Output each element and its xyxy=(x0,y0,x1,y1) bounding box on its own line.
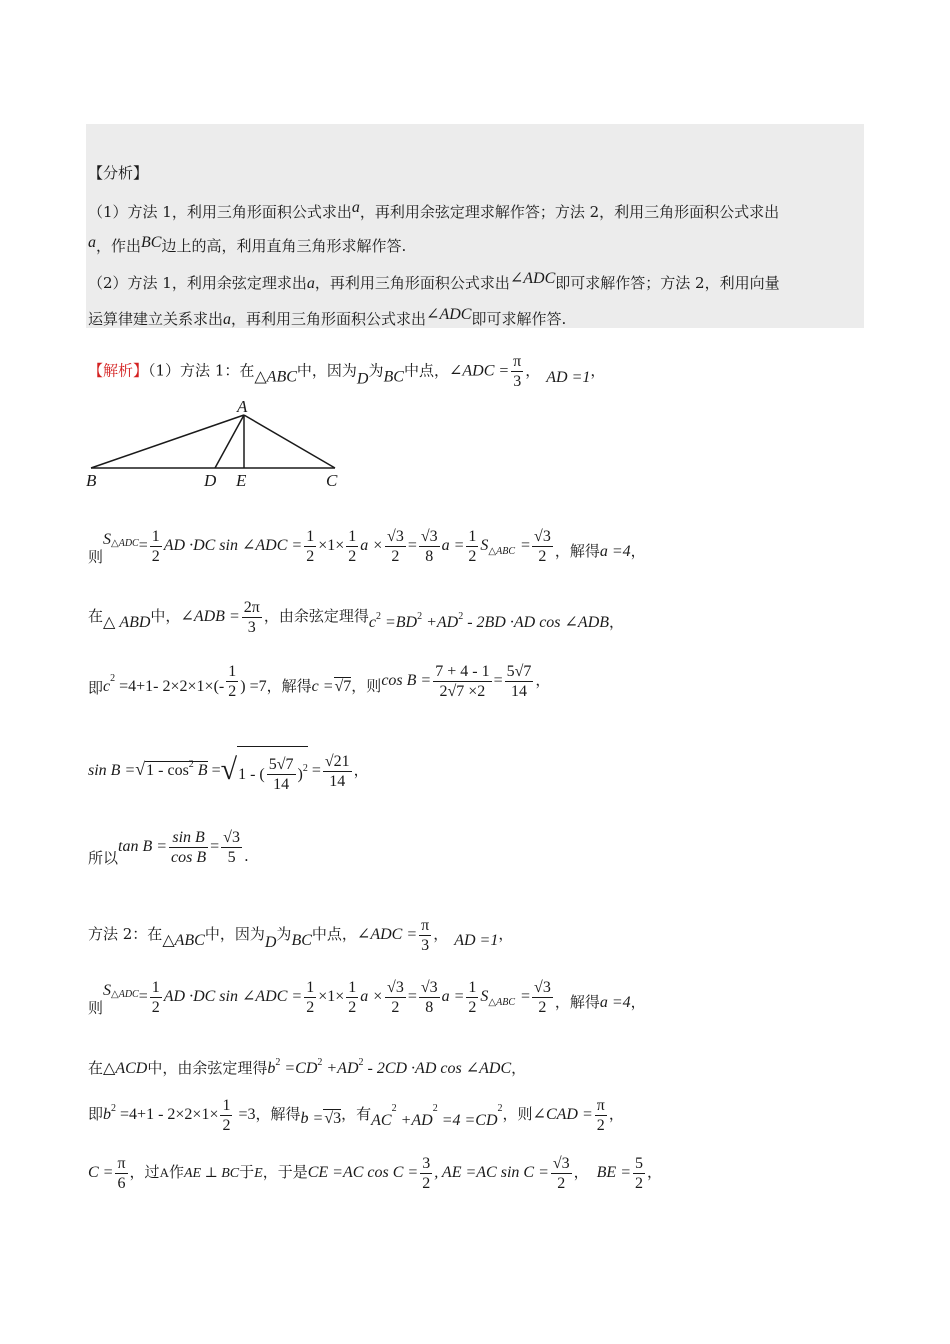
solution-tag: 【解析】 xyxy=(88,361,149,380)
analysis-box xyxy=(86,124,864,328)
solution-intro: 【解析】（1）方法 1：在△ABC中，因为D为BC中点，∠ADC = $\frac{\pi}{3}$ ， AD =1， xyxy=(88,353,606,390)
step3-line: 即$c^2 =4+1-$ 2×2×1×(- $\frac{1}{2}$ ) =7，解得c =√7，则cos B = $\frac{7 + 4 - 1}{2√7 \times 2}$ = $\frac{5√7}{14}$ ， xyxy=(88,662,551,700)
analysis-p2-line2: 运算律建立关系求出a，再利用三角形面积公式求出∠ADC即可求解作答. xyxy=(88,306,567,328)
vertex-c-label: C xyxy=(326,471,338,490)
step6-line: 则$S^{\triangle ADC}=$ $\frac{1}{2}$ AD ·DC sin ∠ADC = $\frac{1}{2}$ ×1× $\frac{1}{2}$ a × $\frac{√3}{2}$ = $\frac{√3}{8}$ a = $\frac{1}{2}$ $S_{\triangle ABC}$ = $\frac{√3}{2}$ ，解得a =4， xyxy=(88,978,646,1017)
analysis-p1-line1: （1）方法 1，利用三角形面积公式求出a，再利用余弦定理求解作答；方法 2，利用三角形面积公式求出 xyxy=(88,199,780,221)
step8-line: 即$b^2 =4+1 - 2\times 2\times 1\times$ $\frac{1}{2}$ =3，解得b =√3，有$AC^2 +AD^2 =4 =CD^2$，则∠CAD = $\frac{\pi}{2}$ ， xyxy=(88,1096,624,1134)
step7-line: 在△ACD中，由余弦定理得$b^2 =CD^2 +AD^2 - 2CD \cdot AD$ cos ∠ADC， xyxy=(88,1057,527,1077)
step1-line: 则$S^{\triangle ADC}=$ $\frac{1}{2}$ AD ·DC sin ∠ADC = $\frac{1}{2}$ ×1× $\frac{1}{2}$ a × $\frac{√3}{2}$ = $\frac{√3}{8}$ a = $\frac{1}{2}$ $S_{\triangle ABC}$ = $\frac{√3}{2}$ ，解得a =4， xyxy=(88,527,646,566)
step5-line: 所以tan B = $\frac{\text{sin B}}{\text{cos B}}$ = $\frac{√3}{5}$ . xyxy=(88,828,249,867)
analysis-p1-line2: a，作出BC边上的高，利用直角三角形求解作答. xyxy=(88,234,407,255)
step2-line: 在△ ABD中，∠ADB = $\frac{2\pi}{3}$ ，由余弦定理得$c^2 =BD^2 +AD^2 - 2BD \cdot AD$ cos ∠ADB， xyxy=(88,598,625,636)
step9-line: C = $\frac{\pi}{6}$ ，过A作AE ⊥ BC于E，于是CE =AC cos C = $\frac{3}{2}$ , AE =AC sin C = $\frac{√3}{2}$ ， BE = $\frac{5}{2}$ ， xyxy=(88,1154,663,1192)
vertex-e-label: E xyxy=(236,471,247,490)
vertex-a-label: A xyxy=(237,397,248,416)
method2-intro: 方法 2：在△ABC中，因为D为BC中点，∠ADC = $\frac{\pi}{3}$ ， AD =1， xyxy=(88,916,514,954)
step4-line: $\sin B =√1 - \cos^2 B =√1$ - ( $\frac{5√7}{14}$ )$^2$ = $\frac{√21}{14}$ ， xyxy=(88,740,369,797)
analysis-title: 【分析】 xyxy=(88,164,149,182)
triangle-figure xyxy=(80,392,360,494)
vertex-d-label: D xyxy=(204,471,217,490)
analysis-p2-line1: （2）方法 1，利用余弦定理求出a，再利用三角形面积公式求出∠ADC即可求解作答；方法 2，利用向量 xyxy=(88,270,780,292)
vertex-b-label: B xyxy=(86,471,97,490)
